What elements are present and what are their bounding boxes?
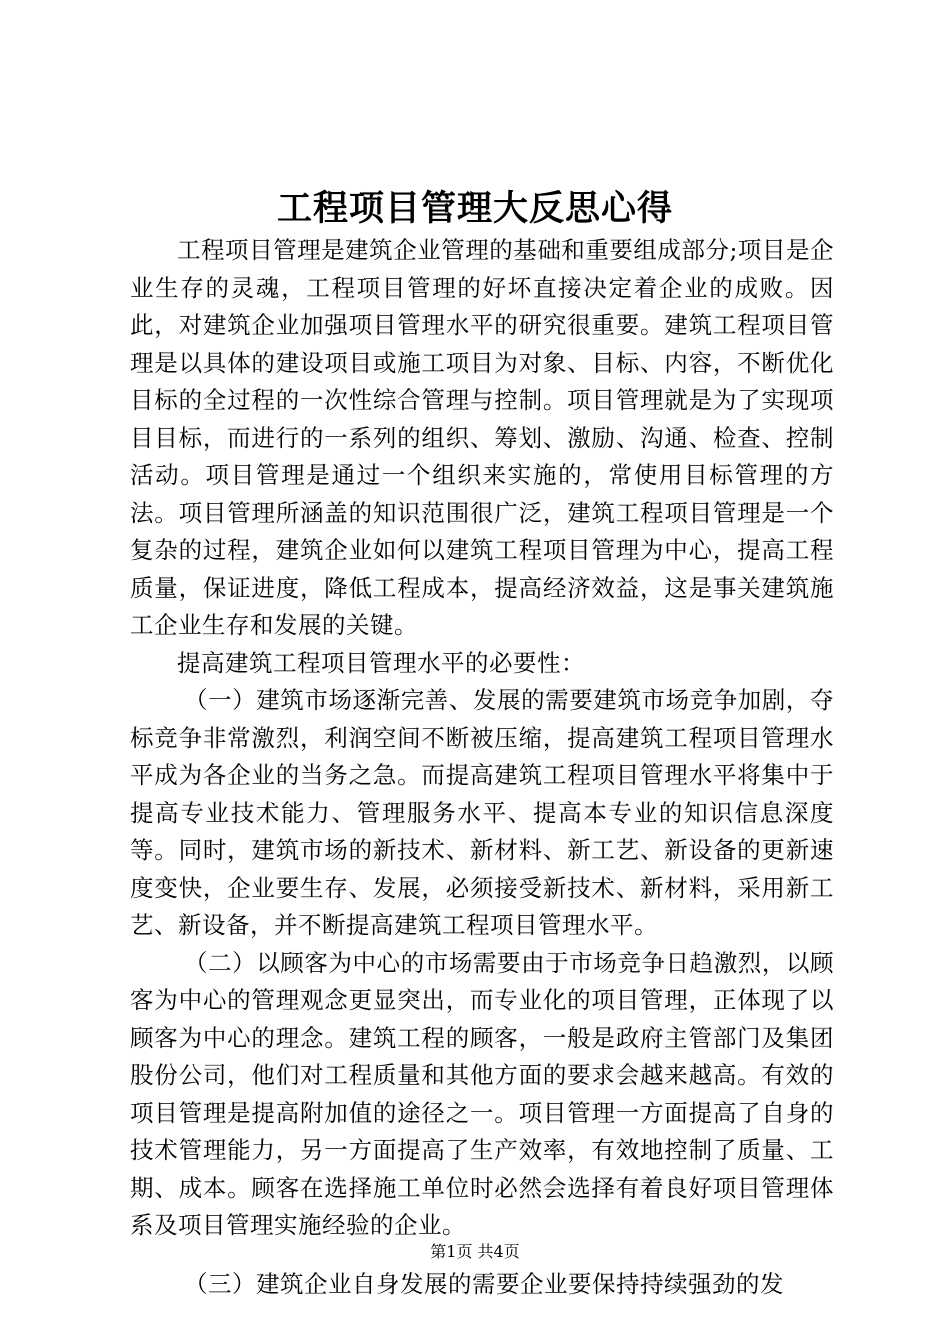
page-number-footer: 第1页 共4页 bbox=[430, 1242, 520, 1261]
paragraph-intro: 工程项目管理是建筑企业管理的基础和重要组成部分;项目是企业生存的灵魂，工程项目管理的好坏直接决定着企业的成败。因此，对建筑企业加强项目管理水平的研究很重要。建筑工程项目管理是以具体的建设项目或施工项目为对象、目标、内容，不断优化目标的全过程的一次性综合管理与控制。项目管理就是为了实现项目目标，而进行的一系列的组织、筹划、激励、沟通、检查、控制活动。项目管理是通过一个组织来实施的，常使用目标管理的方法。项目管理所涵盖的知识范围很广泛，建筑工程项目管理是一个复杂的过程，建筑企业如何以建筑工程项目管理为中心，提高工程质量，保证进度，降低工程成本，提高经济效益，这是事关建筑施工企业生存和发展的关键。 bbox=[130, 236, 834, 639]
paragraph-item-3: （三）建筑企业自身发展的需要企业要保持持续强劲的发 bbox=[184, 1269, 784, 1298]
document-title: 工程项目管理大反思心得 bbox=[276, 188, 673, 229]
paragraph-item-2: （二）以顾客为中心的市场需要由于市场竞争日趋激烈，以顾客为中心的管理观念更显突出，而专业化的项目管理，正体现了以顾客为中心的理念。建筑工程的顾客，一般是政府主管部门及集团股份公司，他们对工程质量和其他方面的要求会越来越高。有效的项目管理是提高附加值的途径之一。项目管理一方面提高了自身的技术管理能力，另一方面提高了生产效率，有效地控制了质量、工期、成本。顾客在选择施工单位时必然会选择有着良好项目管理体系及项目管理实施经验的企业。 bbox=[130, 948, 834, 1239]
document-body bbox=[130, 232, 834, 1303]
paragraph-necessity-heading: 提高建筑工程项目管理水平的必要性： bbox=[177, 648, 585, 677]
paragraph-item-1: （一）建筑市场逐渐完善、发展的需要建筑市场竞争加剧，夺标竞争非常激烈，利润空间不断被压缩，提高建筑工程项目管理水平成为各企业的当务之急。而提高建筑工程项目管理水平将集中于提高专业技术能力、管理服务水平、提高本专业的知识信息深度等。同时，建筑市场的新技术、新材料、新工艺、新设备的更新速度变快，企业要生存、发展，必须接受新技术、新材料，采用新工艺、新设备，并不断提高建筑工程项目管理水平。 bbox=[130, 686, 834, 939]
